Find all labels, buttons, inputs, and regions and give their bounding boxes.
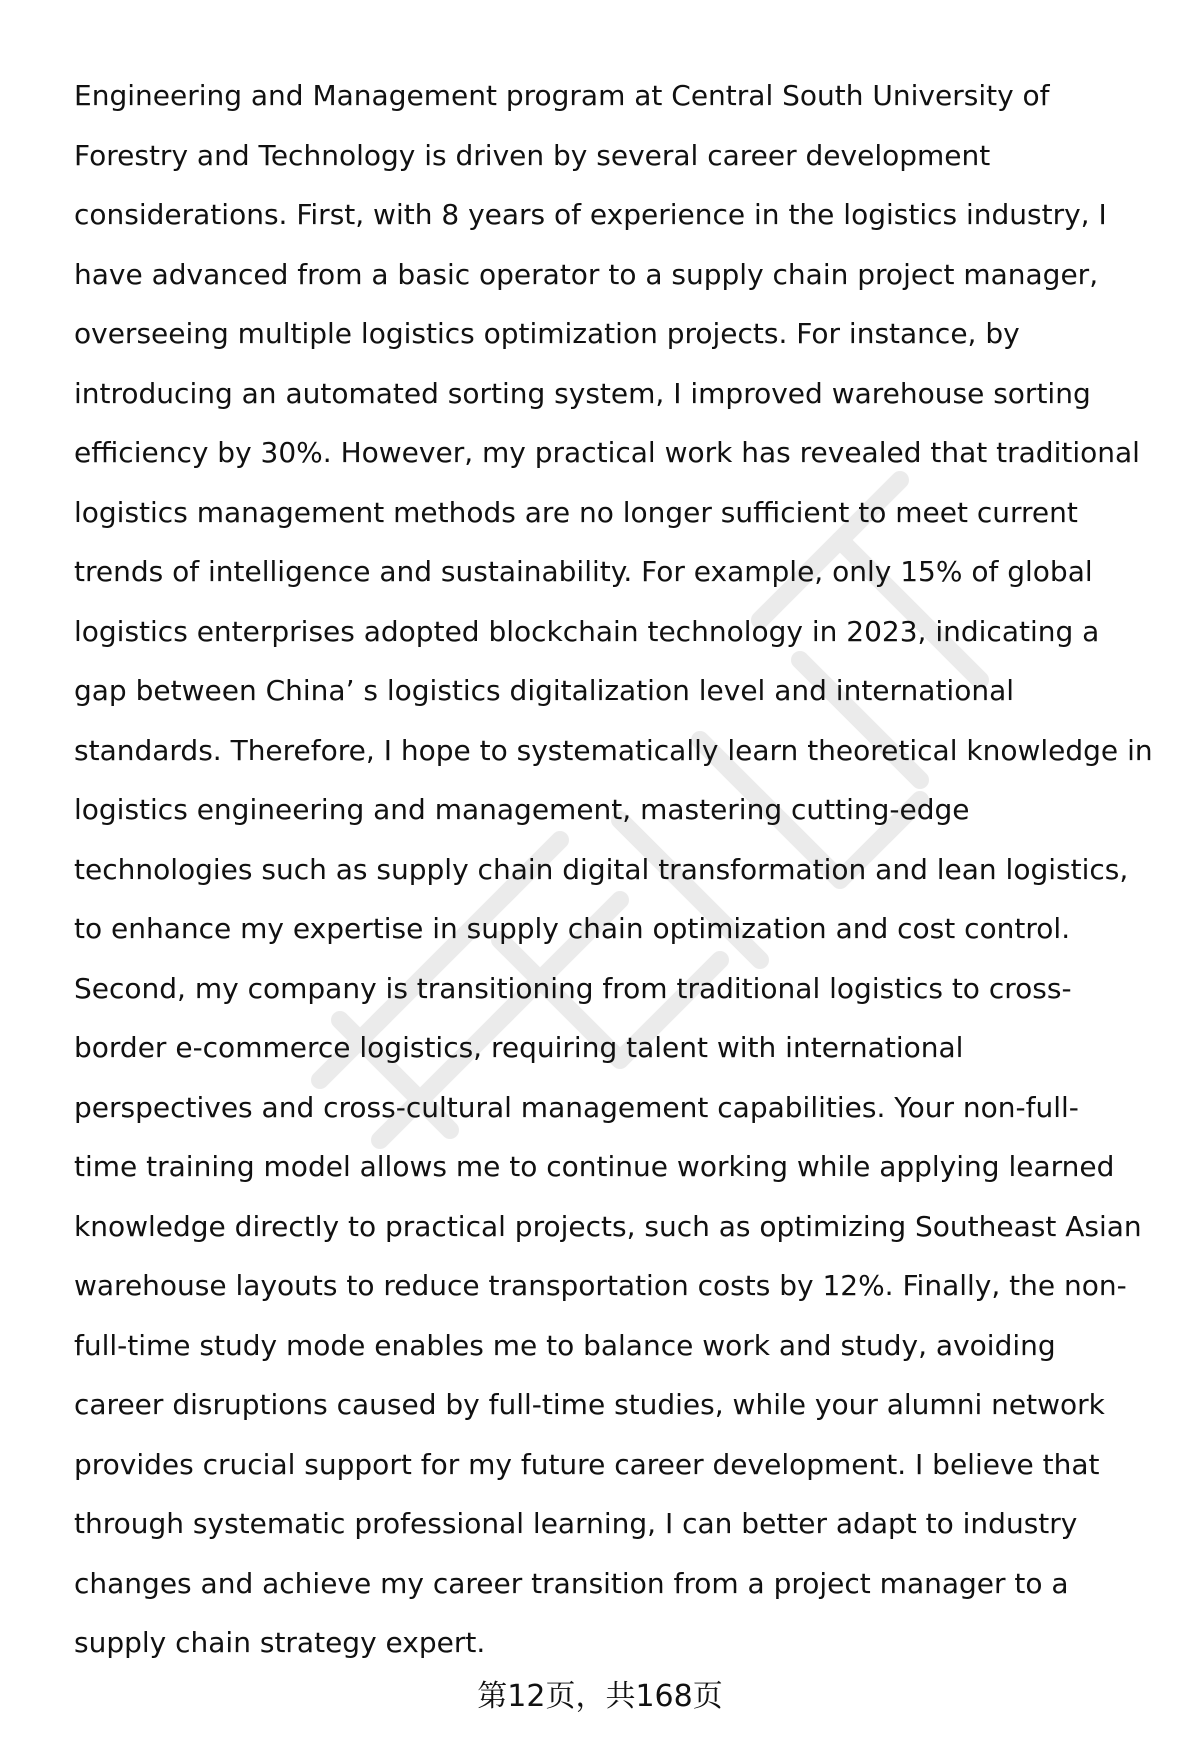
text-line: efficiency by 30%. However, my practical work has revealed that traditional [74, 436, 1140, 469]
text-line: border e-commerce logistics, requiring talent with international [74, 1031, 964, 1064]
text-line: changes and achieve my career transition from a project manager to a [74, 1566, 1069, 1600]
text-line: supply chain strategy expert. [74, 1626, 486, 1659]
text-line: knowledge directly to practical projects, such as optimizing Southeast Asian [74, 1209, 1142, 1243]
text-line: Second, my company is transitioning from traditional logistics to cross- [74, 971, 1072, 1005]
text-line: career disruptions caused by full-time studies, while your alumni network [74, 1388, 1105, 1421]
text-line: overseeing multiple logistics optimization projects. For instance, by [74, 317, 1020, 350]
text-line: Forestry and Technology is driven by several career development [74, 138, 991, 172]
text-line: logistics engineering and management, mastering cutting-edge [74, 793, 970, 826]
text-line: logistics management methods are no longer sufficient to meet current [74, 495, 1078, 529]
text-line: gap between China’ s logistics digitalization level and international [74, 674, 1015, 707]
text-line: trends of intelligence and sustainability. For example, only 15% of global [74, 555, 1093, 588]
text-line: introducing an automated sorting system, I improved warehouse sorting [74, 376, 1091, 410]
text-line: perspectives and cross-cultural management capabilities. Your non-full- [74, 1090, 1079, 1124]
essay-body [74, 66, 1164, 1673]
text-line: time training model allows me to continue working while applying learned [74, 1150, 1115, 1183]
text-line: have advanced from a basic operator to a supply chain project manager, [74, 257, 1099, 291]
page-number: 第12页，共168页 [477, 1679, 723, 1714]
text-line: through systematic professional learning, I can better adapt to industry [74, 1507, 1078, 1540]
text-line: full-time study mode enables me to balance work and study, avoiding [74, 1328, 1056, 1362]
text-line: technologies such as supply chain digital transformation and lean logistics, [74, 852, 1129, 886]
text-line: to enhance my expertise in supply chain optimization and cost control. [74, 912, 1071, 945]
text-line: standards. Therefore, I hope to systematically learn theoretical knowledge in [74, 733, 1153, 767]
text-line: warehouse layouts to reduce transportation costs by 12%. Finally, the non- [74, 1269, 1127, 1302]
text-line: considerations. First, with 8 years of experience in the logistics industry, I [74, 198, 1107, 231]
text-line: provides crucial support for my future career development. I believe that [74, 1447, 1100, 1481]
text-line: logistics enterprises adopted blockchain technology in 2023, indicating a [74, 614, 1100, 648]
text-line: Engineering and Management program at Central South University of [74, 79, 1050, 112]
